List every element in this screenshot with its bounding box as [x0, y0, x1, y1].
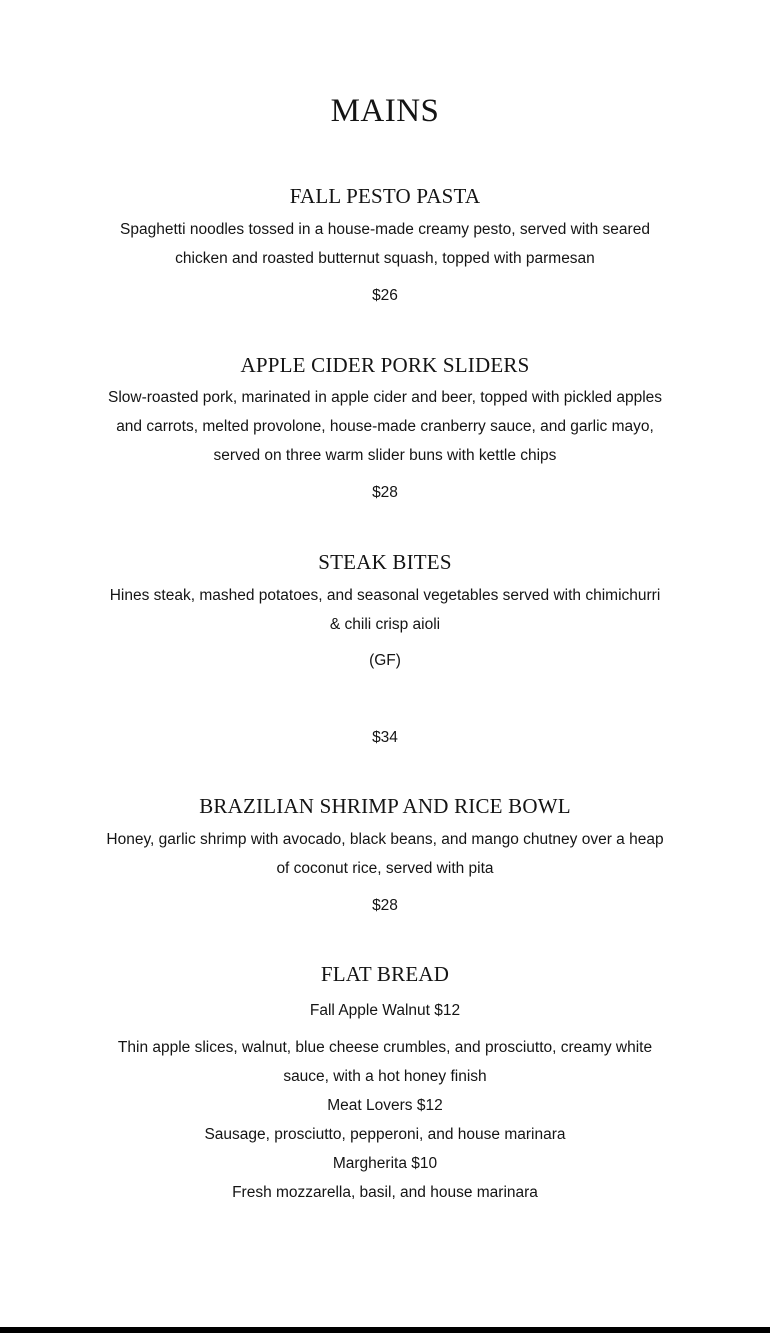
item-price-steak-bites: $34: [372, 729, 398, 746]
item-title-fall-pesto-pasta: FALL PESTO PASTA: [289, 184, 481, 208]
item-price-fall-pesto-pasta: $26: [372, 287, 398, 304]
flatbread-option-description: Thin apple slices, walnut, blue cheese crumbles, and prosciutto, creamy white sauce, with a hot honey finish: [117, 1039, 653, 1085]
flatbread-option-name: Meat Lovers $12: [327, 1097, 443, 1114]
item-title-steak-bites: STEAK BITES: [318, 550, 452, 574]
item-price-apple-cider-pork-sliders: $28: [372, 484, 398, 501]
item-description-fall-pesto-pasta: Spaghetti noodles tossed in a house-made creamy pesto, served with seared chicken and roasted butternut squash, topped with parmesan: [120, 221, 650, 267]
item-title-flat-bread: FLAT BREAD: [320, 962, 450, 986]
item-note-steak-bites: (GF): [369, 652, 401, 669]
item-title-brazilian-shrimp-rice-bowl: BRAZILIAN SHRIMP AND RICE BOWL: [199, 794, 571, 818]
flatbread-option-name: Fall Apple Walnut $12: [309, 1002, 461, 1019]
item-price-brazilian-shrimp-rice-bowl: $28: [372, 897, 398, 914]
flatbread-option-description: Sausage, prosciutto, pepperoni, and house marinara: [204, 1126, 566, 1143]
flatbread-option-description: Fresh mozzarella, basil, and house marinara: [232, 1184, 538, 1201]
flatbread-option-name: Margherita $10: [332, 1155, 438, 1172]
section-title: MAINS: [330, 93, 440, 129]
item-description-steak-bites: Hines steak, mashed potatoes, and seasonal vegetables served with chimichurri & chili crisp aioli: [109, 587, 661, 633]
bottom-divider-bar: [0, 1327, 770, 1333]
item-description-brazilian-shrimp-rice-bowl: Honey, garlic shrimp with avocado, black beans, and mango chutney over a heap of coconut rice, served with pita: [106, 831, 664, 877]
item-description-apple-cider-pork-sliders: Slow-roasted pork, marinated in apple cider and beer, topped with pickled apples and carrots, melted provolone, house-made cranberry sauce, and garlic mayo, served on three warm slider buns with kettle chips: [107, 389, 663, 464]
item-title-apple-cider-pork-sliders: APPLE CIDER PORK SLIDERS: [240, 353, 530, 377]
